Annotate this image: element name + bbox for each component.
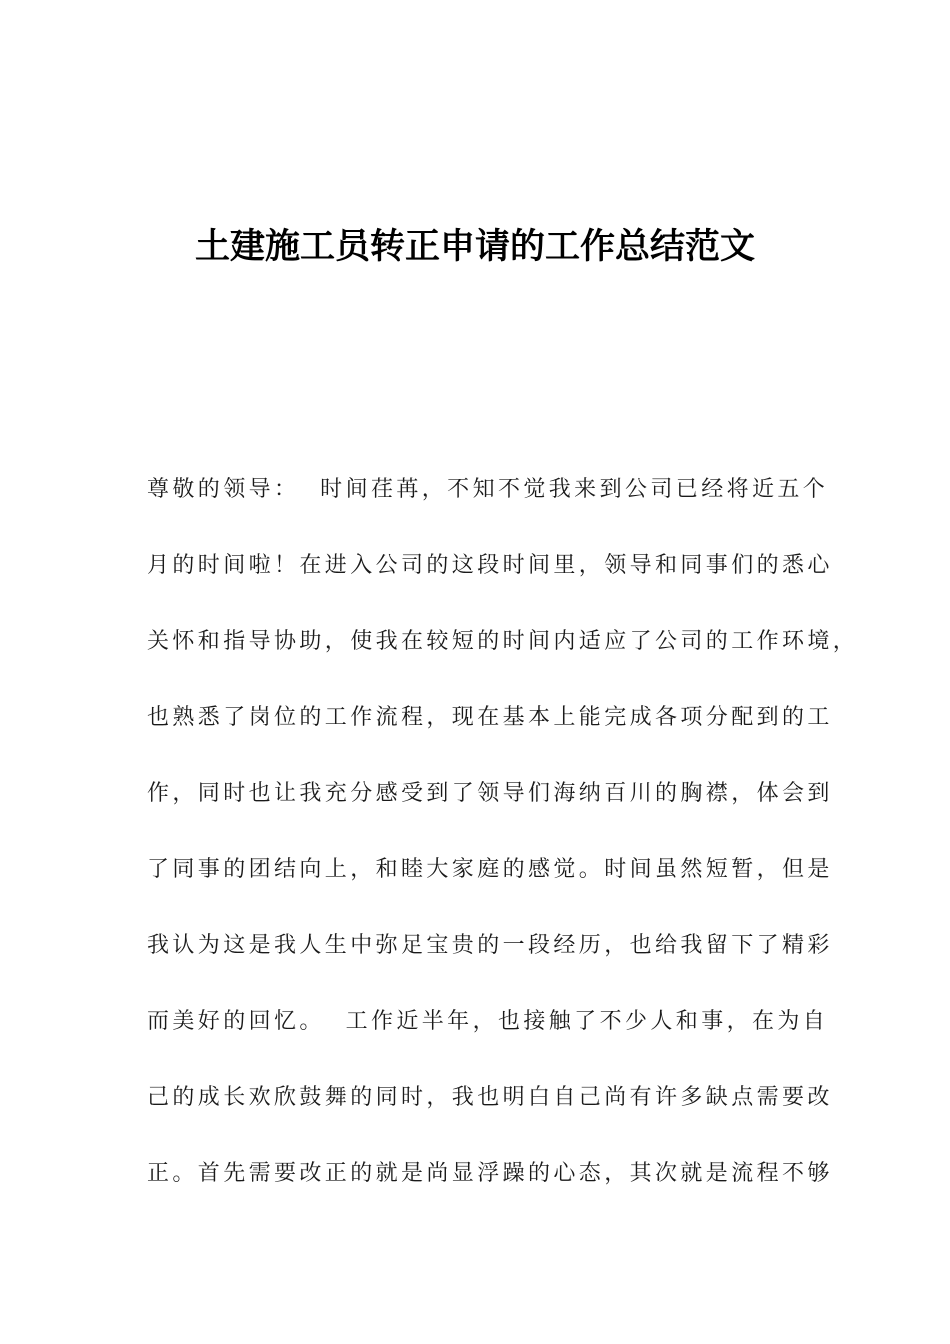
body-line: 我认为这是我人生中弥足宝贵的一段经历，也给我留下了精彩	[147, 933, 833, 958]
body-line: 尊敬的领导： 时间荏苒，不知不觉我来到公司已经将近五个	[147, 477, 829, 502]
body-line: 作，同时也让我充分感受到了领导们海纳百川的胸襟，体会到	[147, 781, 833, 806]
document-title: 土建施工员转正申请的工作总结范文	[194, 227, 755, 267]
body-line: 正。首先需要改正的就是尚显浮躁的心态，其次就是流程不够	[147, 1161, 833, 1186]
body-line: 了同事的团结向上，和睦大家庭的感觉。时间虽然短暂，但是	[147, 857, 833, 882]
body-line: 月的时间啦！在进入公司的这段时间里，领导和同事们的悉心	[147, 553, 833, 578]
document-body	[147, 452, 859, 1212]
body-line: 而美好的回忆。 工作近半年，也接触了不少人和事，在为自	[147, 1009, 829, 1034]
body-line: 关怀和指导协助，使我在较短的时间内适应了公司的工作环境，	[147, 629, 859, 654]
body-line: 己的成长欢欣鼓舞的同时，我也明白自己尚有许多缺点需要改	[147, 1085, 833, 1110]
body-line: 也熟悉了岗位的工作流程，现在基本上能完成各项分配到的工	[147, 705, 833, 730]
